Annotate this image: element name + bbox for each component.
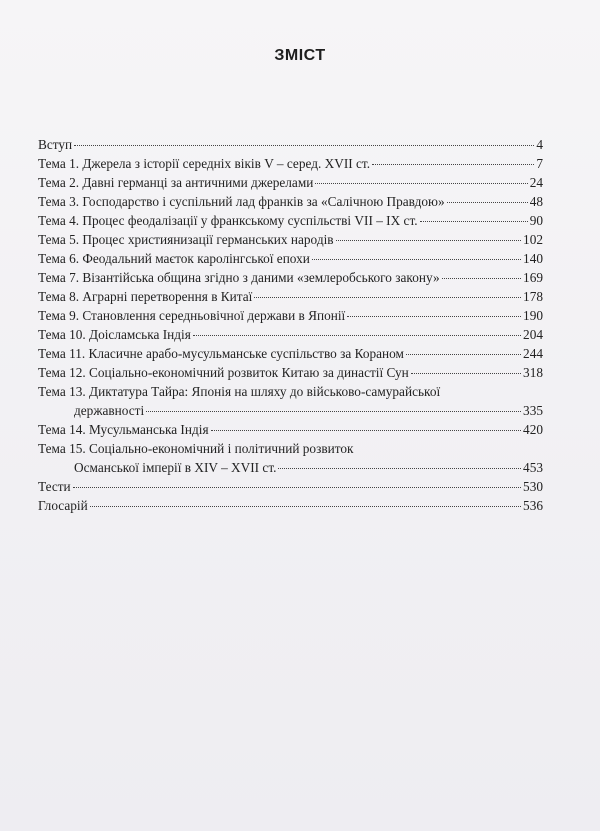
dot-leader bbox=[312, 259, 521, 260]
toc-entry bbox=[38, 496, 543, 515]
toc-entry-page: 90 bbox=[529, 213, 543, 228]
toc-entry-label: Тема 8. Аграрні перетворення в Китаї bbox=[38, 289, 253, 304]
toc-entry-page: 102 bbox=[523, 232, 543, 247]
toc-entry-label: Тема 2. Давні германці за античними джерелами bbox=[38, 175, 314, 190]
toc-entry bbox=[38, 268, 543, 287]
toc-entry-label: Тема 11. Класичне арабо-мусульманське суспільство за Кораном bbox=[38, 346, 404, 361]
toc-entry-page: 169 bbox=[523, 270, 543, 285]
toc-entry bbox=[38, 363, 543, 382]
toc-entry-label: Тема 9. Становлення середньовічної держави в Японії bbox=[38, 308, 346, 323]
toc-entry-page: 204 bbox=[523, 327, 543, 342]
toc-entry-label: Тема 3. Господарство і суспільний лад франків за «Салічною Правдою» bbox=[38, 194, 445, 209]
toc-entry-label: Тема 14. Мусульманська Індія bbox=[38, 422, 209, 437]
dot-leader bbox=[74, 145, 534, 146]
dot-leader bbox=[447, 202, 528, 203]
toc-entry-label: Тема 10. Доісламська Індія bbox=[38, 327, 191, 342]
dot-leader bbox=[420, 221, 528, 222]
toc-entry-page: 178 bbox=[523, 289, 543, 304]
toc-entry bbox=[38, 439, 543, 477]
toc-entry-page: 530 bbox=[523, 479, 543, 494]
toc-entry-page: 48 bbox=[529, 194, 543, 209]
toc-entry bbox=[38, 211, 543, 230]
toc-entry-page: 335 bbox=[523, 403, 543, 418]
toc-entry-page: 453 bbox=[523, 460, 543, 475]
toc-entry-label: Тема 6. Феодальний маєток каролінгської епохи bbox=[38, 251, 310, 266]
dot-leader bbox=[442, 278, 521, 279]
dot-leader bbox=[347, 316, 521, 317]
toc-entry bbox=[38, 249, 543, 268]
toc-entry-label: Тема 1. Джерела з історії середніх віків V – серед. XVII ст. bbox=[38, 156, 371, 171]
toc-entry-label: Тема 4. Процес феодалізації у франкському суспільстві VII – IX ст. bbox=[38, 213, 418, 228]
dot-leader bbox=[90, 506, 521, 507]
toc-entry-label: Тема 7. Візантійська община згідно з даними «землеробського закону» bbox=[38, 270, 440, 285]
table-of-contents bbox=[38, 135, 543, 515]
toc-entry-label: Тема 5. Процес християнизації германських народів bbox=[38, 232, 334, 247]
toc-entry bbox=[38, 192, 543, 211]
toc-entry bbox=[38, 325, 543, 344]
toc-entry bbox=[38, 135, 543, 154]
dot-leader bbox=[193, 335, 521, 336]
toc-entry-label: Тести bbox=[38, 479, 71, 494]
dot-leader bbox=[211, 430, 521, 431]
toc-entry-page: 24 bbox=[529, 175, 543, 190]
toc-entry bbox=[38, 420, 543, 439]
toc-entry-label: Тема 15. Соціально-економічний і політичний розвиток bbox=[38, 441, 354, 456]
toc-entry bbox=[38, 287, 543, 306]
toc-entry-label-continued: державності bbox=[74, 403, 145, 418]
dot-leader bbox=[315, 183, 527, 184]
dot-leader bbox=[278, 468, 521, 469]
dot-leader bbox=[73, 487, 521, 488]
toc-entry-page: 4 bbox=[536, 137, 543, 152]
dot-leader bbox=[336, 240, 521, 241]
toc-entry-page: 140 bbox=[523, 251, 543, 266]
dot-leader bbox=[406, 354, 521, 355]
toc-entry bbox=[38, 173, 543, 192]
toc-entry-page: 536 bbox=[523, 498, 543, 513]
dot-leader bbox=[254, 297, 521, 298]
toc-entry bbox=[38, 344, 543, 363]
dot-leader bbox=[372, 164, 534, 165]
toc-entry-page: 318 bbox=[523, 365, 543, 380]
toc-entry bbox=[38, 230, 543, 249]
toc-entry-label: Тема 12. Соціально-економічний розвиток Китаю за династії Сун bbox=[38, 365, 409, 380]
page-title: ЗМІСТ bbox=[274, 47, 326, 64]
toc-entry bbox=[38, 382, 543, 420]
toc-entry-page: 244 bbox=[523, 346, 543, 361]
toc-entry-label: Глосарій bbox=[38, 498, 88, 513]
toc-entry bbox=[38, 477, 543, 496]
toc-entry-label-continued: Османської імперії в XIV – XVII ст. bbox=[74, 460, 277, 475]
toc-entry-label: Тема 13. Диктатура Тайра: Японія на шляху до військово-самурайської bbox=[38, 384, 441, 399]
toc-entry bbox=[38, 154, 543, 173]
dot-leader bbox=[146, 411, 521, 412]
toc-entry-page: 7 bbox=[536, 156, 543, 171]
toc-entry-page: 420 bbox=[523, 422, 543, 437]
toc-entry-label: Вступ bbox=[38, 137, 73, 152]
toc-entry bbox=[38, 306, 543, 325]
dot-leader bbox=[411, 373, 521, 374]
toc-entry-page: 190 bbox=[523, 308, 543, 323]
